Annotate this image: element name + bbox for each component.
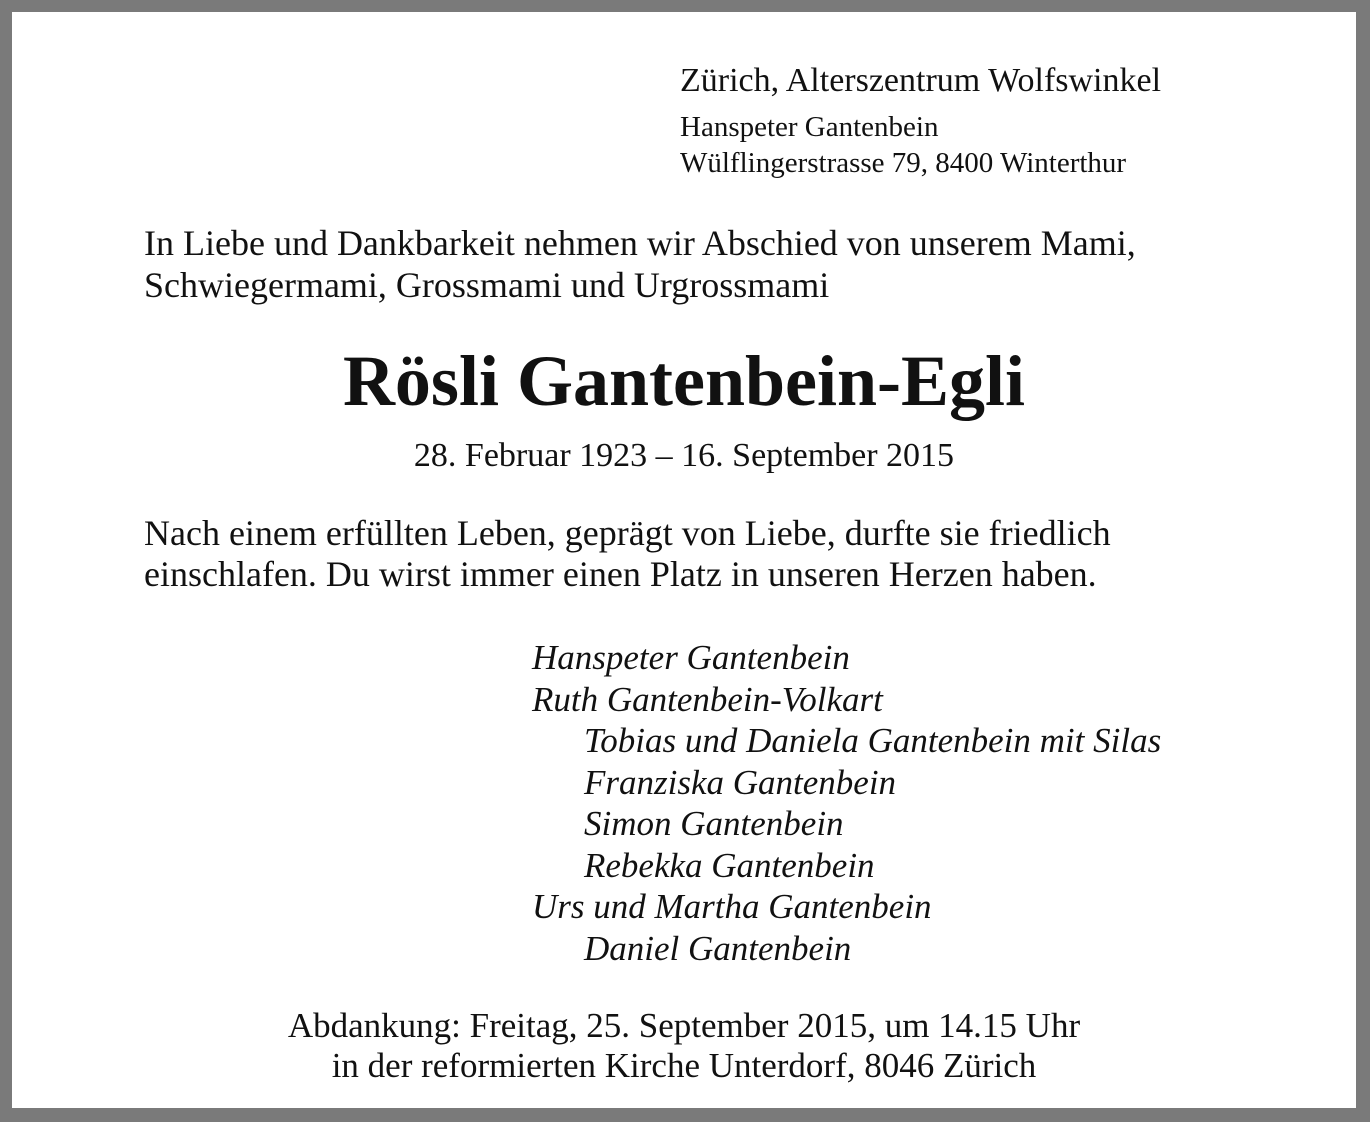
intro-line-1: In Liebe und Dankbarkeit nehmen wir Abschied von unserem Mami, <box>144 223 1136 263</box>
mourner-name: Franziska Gantenbein <box>584 762 897 802</box>
contact-name: Hanspeter Gantenbein <box>680 111 939 143</box>
message-line-1: Nach einem erfüllten Leben, geprägt von Liebe, durfte sie friedlich <box>144 513 1111 553</box>
place-heading: Zürich, Alterszentrum Wolfswinkel <box>680 62 1162 99</box>
life-dates: 28. Februar 1923 – 16. September 2015 <box>413 437 955 474</box>
deceased-name: Rösli Gantenbein-Egli <box>342 341 1026 421</box>
mourner-name: Ruth Gantenbein-Volkart <box>532 679 883 719</box>
mourners-list <box>532 637 1161 969</box>
ceremony-line-2: in der reformierten Kirche Unterdorf, 8046 Zürich <box>331 1046 1037 1085</box>
message-line-2: einschlafen. Du wirst immer einen Platz in unseren Herzen haben. <box>144 554 1097 594</box>
intro-line-2: Schwiegermami, Grossmami und Urgrossmami <box>144 265 830 305</box>
ceremony-line-1: Abdankung: Freitag, 25. September 2015, um 14.15 Uhr <box>287 1006 1081 1045</box>
death-notice <box>12 12 1356 1108</box>
mourner-name: Rebekka Gantenbein <box>584 845 875 885</box>
contact-address: Wülflingerstrasse 79, 8400 Winterthur <box>680 147 1127 179</box>
mourner-name: Urs und Martha Gantenbein <box>532 887 932 926</box>
mourner-name: Hanspeter Gantenbein <box>532 638 850 677</box>
mourner-name: Daniel Gantenbein <box>584 928 852 968</box>
mourner-name: Simon Gantenbein <box>584 804 844 843</box>
mourner-name: Tobias und Daniela Gantenbein mit Silas <box>584 721 1162 760</box>
